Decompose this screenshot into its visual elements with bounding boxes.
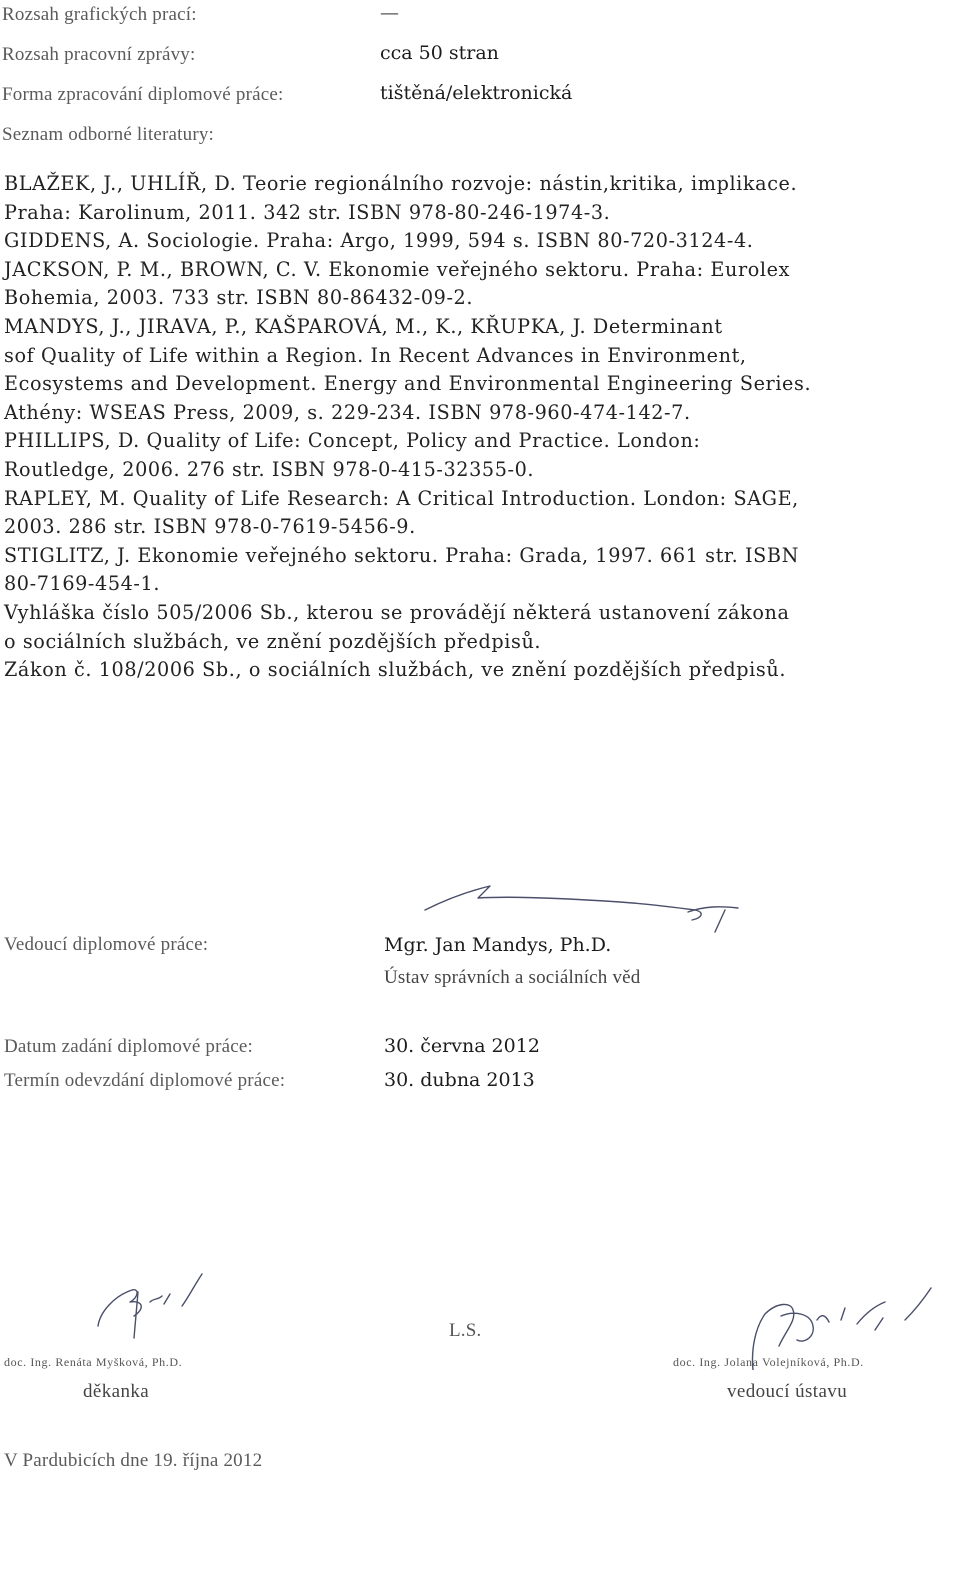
graphic-scope-label: Rozsah grafických prací: xyxy=(2,4,197,25)
report-scope-label: Rozsah pracovní zprávy: xyxy=(2,44,196,65)
reference-line: JACKSON, P. M., BROWN, C. V. Ekonomie veřejného sektoru. Praha: Eurolex xyxy=(4,257,790,281)
reference-line: 2003. 286 str. ISBN 978-0-7619-5456-9. xyxy=(4,515,416,539)
reference-line: Zákon č. 108/2006 Sb., o sociálních službách, ve znění pozdějších předpisů. xyxy=(4,658,787,682)
reference-line: Athény: WSEAS Press, 2009, s. 229-234. ISBN 978-960-474-142-7. xyxy=(4,400,691,424)
supervisor-name: Mgr. Jan Mandys, Ph.D. xyxy=(384,934,612,956)
reference-item xyxy=(4,485,944,542)
reference-line: Vyhláška číslo 505/2006 Sb., kterou se provádějí některá ustanovení zákona xyxy=(4,600,790,624)
reference-item xyxy=(4,599,944,656)
dean-role: děkanka xyxy=(83,1381,150,1402)
supervisor-signature xyxy=(420,878,750,938)
reference-line: sof Quality of Life within a Region. In Recent Advances in Environment, xyxy=(4,343,747,367)
reference-line: MANDYS, J., JIRAVA, P., KAŠPAROVÁ, M., K., KŘUPKA, J. Determinant xyxy=(4,314,723,338)
dean-name: doc. Ing. Renáta Myšková, Ph.D. xyxy=(4,1355,183,1369)
reference-item xyxy=(4,427,944,484)
place-date: V Pardubicích dne 19. října 2012 xyxy=(4,1450,263,1471)
reference-line: RAPLEY, M. Quality of Life Research: A Critical Introduction. London: SAGE, xyxy=(4,486,799,510)
reference-item xyxy=(4,656,944,685)
seal-mark: L.S. xyxy=(449,1320,482,1341)
supervisor-institute: Ústav správních a sociálních věd xyxy=(384,967,641,988)
reference-item xyxy=(4,227,944,256)
reference-line: PHILLIPS, D. Quality of Life: Concept, Policy and Practice. London: xyxy=(4,429,701,453)
supervisor-label: Vedoucí diplomové práce: xyxy=(4,934,209,955)
reference-line: STIGLITZ, J. Ekonomie veřejného sektoru. Praha: Grada, 1997. 661 str. ISBN xyxy=(4,543,799,567)
reference-item xyxy=(4,313,944,427)
head-role: vedoucí ústavu xyxy=(727,1381,848,1402)
form-value: tištěná/elektronická xyxy=(380,82,573,104)
reference-item xyxy=(4,256,944,313)
reference-list xyxy=(4,170,944,685)
reference-line: o sociálních službách, ve znění pozdějších předpisů. xyxy=(4,629,542,653)
reference-line: Ecosystems and Development. Energy and Environmental Engineering Series. xyxy=(4,372,812,396)
reference-line: Routledge, 2006. 276 str. ISBN 978-0-415-32355-0. xyxy=(4,457,535,481)
report-scope-value: cca 50 stran xyxy=(380,42,499,64)
deadline-label: Termín odevzdání diplomové práce: xyxy=(4,1070,286,1091)
literature-label: Seznam odborné literatury: xyxy=(2,124,215,145)
reference-line: Praha: Karolinum, 2011. 342 str. ISBN 978-80-246-1974-3. xyxy=(4,200,611,224)
reference-line: 80-7169-454-1. xyxy=(4,572,161,596)
form-label: Forma zpracování diplomové práce: xyxy=(2,84,284,105)
reference-line: Bohemia, 2003. 733 str. ISBN 80-86432-09-2. xyxy=(4,286,474,310)
head-name: doc. Ing. Jolana Volejníková, Ph.D. xyxy=(673,1355,864,1369)
dean-signature xyxy=(90,1268,220,1348)
deadline-value: 30. dubna 2013 xyxy=(384,1069,535,1091)
reference-line: GIDDENS, A. Sociologie. Praha: Argo, 1999, 594 s. ISBN 80-720-3124-4. xyxy=(4,229,754,253)
assigned-date-label: Datum zadání diplomové práce: xyxy=(4,1036,254,1057)
reference-item xyxy=(4,542,944,599)
graphic-scope-value: — xyxy=(380,2,399,24)
reference-item xyxy=(4,170,944,227)
reference-line: BLAŽEK, J., UHLÍŘ, D. Teorie regionálního rozvoje: nástin,kritika, implikace. xyxy=(4,172,798,195)
assigned-date-value: 30. června 2012 xyxy=(384,1035,540,1057)
